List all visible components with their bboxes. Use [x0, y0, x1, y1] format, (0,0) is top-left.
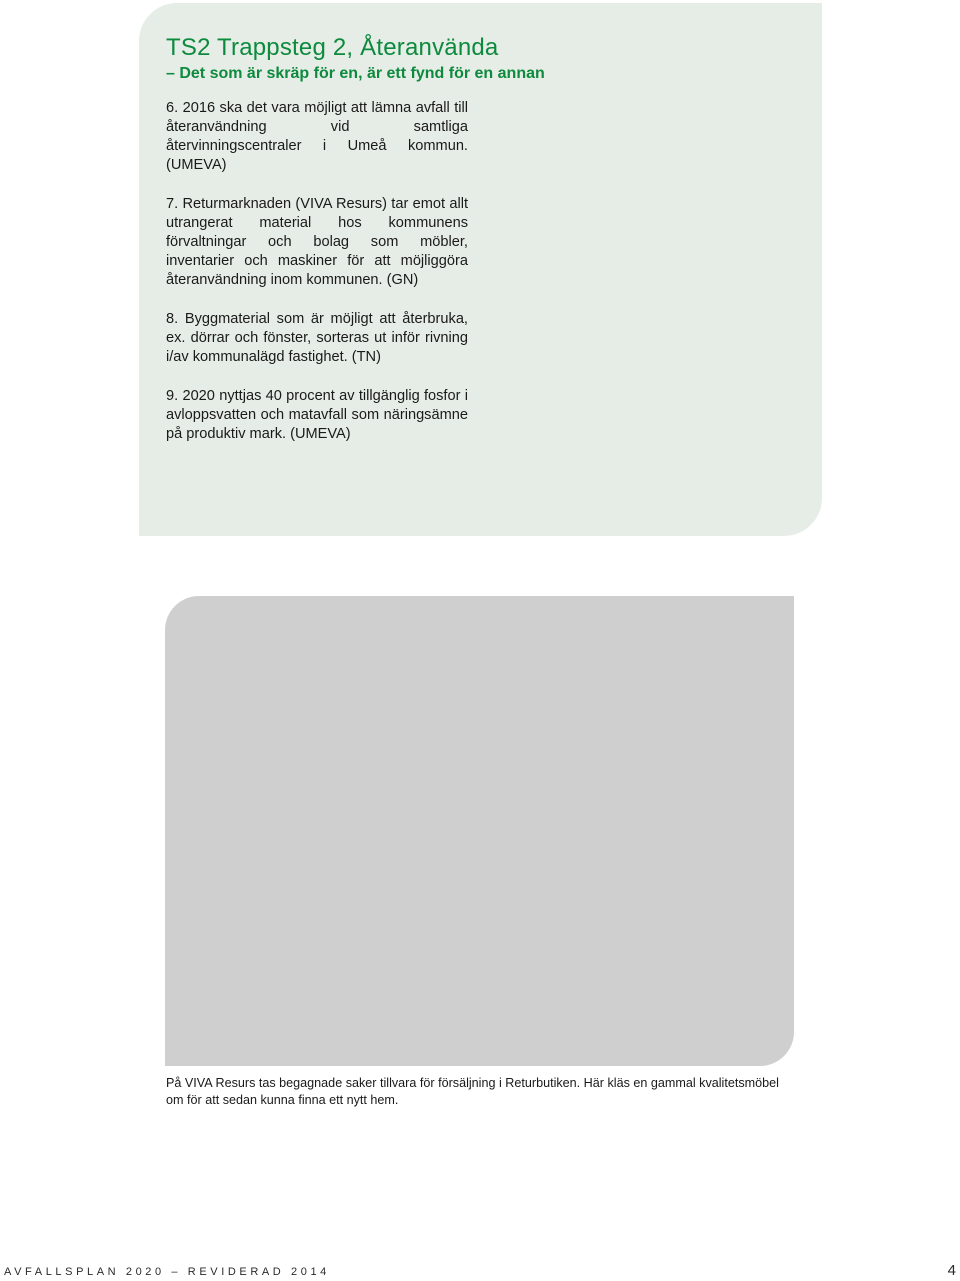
goal-item-8: 8. Byggmaterial som är möjligt att återbruka, ex. dörrar och fönster, sorteras ut inför rivning i/av kommunalägd fastighet. (TN) — [166, 311, 468, 365]
photo-placeholder — [165, 596, 794, 1066]
goal-item-7: 7. Returmarknaden (VIVA Resurs) tar emot allt utrangerat material hos kommunens förvaltningar och bolag som möbler, inventarier och maskiner för att möjliggöra återanvändning inom kommunen. (GN) — [166, 196, 468, 288]
footer-text: AVFALLSPLAN 2020 – REVIDERAD 2014 — [4, 1266, 330, 1278]
goal-list — [166, 99, 468, 464]
goal-item-9: 9. 2020 nyttjas 40 procent av tillgänglig fosfor i avloppsvatten och matavfall som näringsämne på produktiv mark. (UMEVA) — [166, 388, 468, 442]
photo-caption: På VIVA Resurs tas begagnade saker tillvara för försäljning i Returbutiken. Här kläs en gammal kvalitetsmöbel om för att sedan kunna finna ett nytt hem. — [166, 1076, 779, 1107]
page-number: 4 — [947, 1262, 956, 1279]
page-title: TS2 Trappsteg 2, Återanvända — [166, 34, 499, 61]
page-subtitle: – Det som är skräp för en, är ett fynd för en annan — [166, 65, 545, 82]
goal-item-6: 6. 2016 ska det vara möjligt att lämna avfall till återanvändning vid samtliga återvinningscentraler i Umeå kommun. (UMEVA) — [166, 100, 468, 173]
